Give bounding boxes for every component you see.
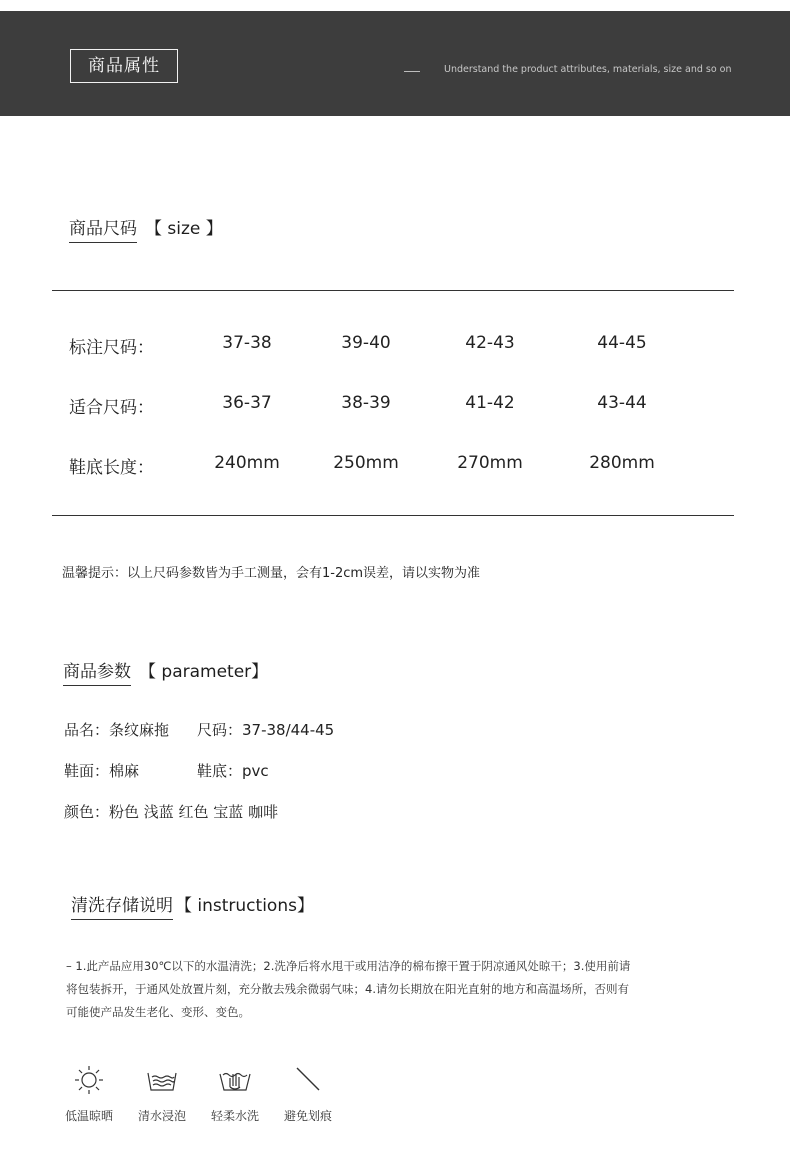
header-subtitle: Understand the product attributes, materials, size and so on bbox=[444, 64, 732, 75]
instr-line: 可能使产品发生老化、变形、变色。 bbox=[66, 1005, 250, 1019]
size-title-cn: 商品尺码 bbox=[69, 219, 137, 243]
size-cell: 43-44 bbox=[597, 393, 647, 413]
param-colors: 颜色：粉色 浅蓝 红色 宝蓝 咖啡 bbox=[64, 803, 279, 821]
size-cell: 37-38 bbox=[222, 333, 272, 353]
param-section-title bbox=[63, 657, 268, 682]
size-title-en: 【 size 】 bbox=[145, 219, 223, 239]
size-cell: 38-39 bbox=[341, 393, 391, 413]
no-scratch-icon-label: 避免划痕 bbox=[283, 1109, 332, 1123]
soak-icon bbox=[144, 1062, 180, 1098]
size-row-label: 鞋底长度： bbox=[69, 458, 154, 478]
hand-wash-icon bbox=[217, 1062, 253, 1098]
size-cell: 240mm bbox=[214, 453, 280, 473]
size-cell: 42-43 bbox=[465, 333, 515, 353]
size-cell: 280mm bbox=[589, 453, 655, 473]
sun-icon-label: 低温晾晒 bbox=[64, 1109, 113, 1123]
instr-line: – 1.此产品应用30℃以下的水温清洗；2.洗净后将水甩干或用洁净的棉布擦干置于阴凉通风处晾干；3.使用前请 bbox=[66, 959, 631, 973]
size-cell: 39-40 bbox=[341, 333, 391, 353]
param-title-en: 【 parameter】 bbox=[139, 662, 269, 682]
hand-wash-icon-label: 轻柔水洗 bbox=[210, 1109, 259, 1123]
param-upper: 鞋面：棉麻 bbox=[64, 762, 140, 780]
header-title: 商品属性 bbox=[70, 49, 178, 83]
param-sole: 鞋底：pvc bbox=[197, 762, 269, 780]
instr-title-en: 【 instructions】 bbox=[175, 896, 314, 916]
size-cell: 270mm bbox=[457, 453, 523, 473]
instr-line: 将包装拆开，于通风处放置片刻，充分散去残余微弱气味；4.请勿长期放在阳光直射的地方和高温场所，否则有 bbox=[66, 982, 629, 996]
no-scratch-icon bbox=[290, 1062, 326, 1098]
header-dash bbox=[404, 71, 420, 72]
size-cell: 250mm bbox=[333, 453, 399, 473]
param-size: 尺码：37-38/44-45 bbox=[197, 721, 335, 739]
size-cell: 41-42 bbox=[465, 393, 515, 413]
param-title-cn: 商品参数 bbox=[63, 662, 131, 686]
size-section-title bbox=[69, 214, 223, 239]
size-row-label: 标注尺码： bbox=[69, 338, 154, 358]
divider-top bbox=[52, 290, 734, 291]
size-row-label: 适合尺码： bbox=[69, 398, 154, 418]
param-name: 品名：条纹麻拖 bbox=[64, 721, 170, 739]
size-cell: 36-37 bbox=[222, 393, 272, 413]
sun-icon bbox=[71, 1062, 107, 1098]
instr-title-cn: 清洗存储说明 bbox=[71, 896, 173, 920]
soak-icon-label: 清水浸泡 bbox=[137, 1109, 186, 1123]
instructions-text bbox=[66, 955, 706, 1024]
size-note: 温馨提示：以上尺码参数皆为手工测量，会有1-2cm误差，请以实物为准 bbox=[62, 566, 481, 581]
divider-bottom bbox=[52, 515, 734, 516]
size-cell: 44-45 bbox=[597, 333, 647, 353]
instr-section-title bbox=[71, 891, 314, 916]
